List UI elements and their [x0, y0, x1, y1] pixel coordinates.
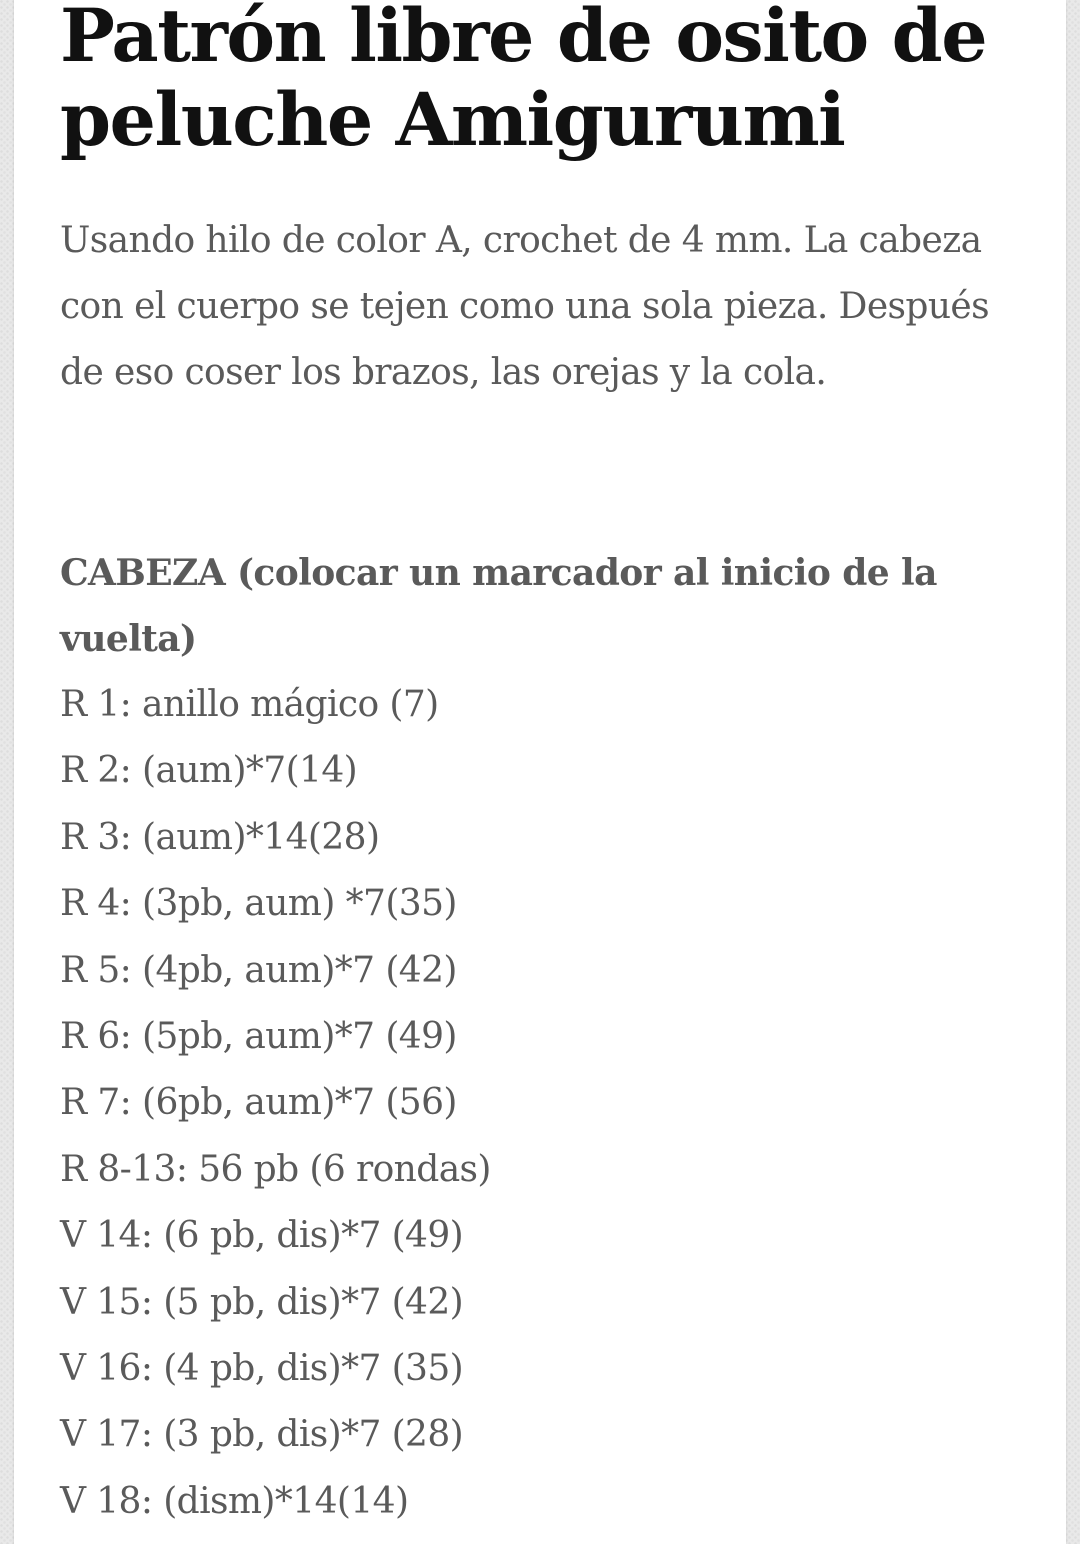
rounds-list [60, 672, 1040, 1535]
round-line: V 14: (6 pb, dis)*7 (49) [60, 1215, 464, 1257]
round-line: V 17: (3 pb, dis)*7 (28) [60, 1414, 464, 1456]
article-page [14, 0, 1066, 1544]
round-line: R 2: (aum)*7(14) [60, 750, 358, 792]
round-line: R 5: (4pb, aum)*7 (42) [60, 949, 457, 991]
round-line: R 8-13: 56 pb (6 rondas) [60, 1148, 491, 1190]
article-intro: Usando hilo de color A, crochet de 4 mm. La cabeza con el cuerpo se tejen como una sola pieza. Después de eso coser los brazos, las orejas y la cola. [60, 220, 990, 393]
round-line: V 16: (4 pb, dis)*7 (35) [60, 1348, 464, 1390]
round-line: R 4: (3pb, aum) *7(35) [60, 883, 457, 925]
head-section [60, 540, 1040, 1535]
round-line: R 3: (aum)*14(28) [60, 816, 380, 858]
round-line: R 7: (6pb, aum)*7 (56) [60, 1082, 457, 1124]
section-heading: CABEZA (colocar un marcador al inicio de la vuelta) [60, 552, 937, 660]
article-content [60, 0, 1040, 1522]
round-line: V 18: (dism)*14(14) [60, 1480, 409, 1522]
article-title: Patrón libre de osito de peluche Amigurumi [60, 0, 987, 163]
round-line: R 1: anillo mágico (7) [60, 684, 439, 725]
round-line: R 6: (5pb, aum)*7 (49) [60, 1016, 457, 1058]
round-line: V 15: (5 pb, dis)*7 (42) [60, 1281, 464, 1323]
